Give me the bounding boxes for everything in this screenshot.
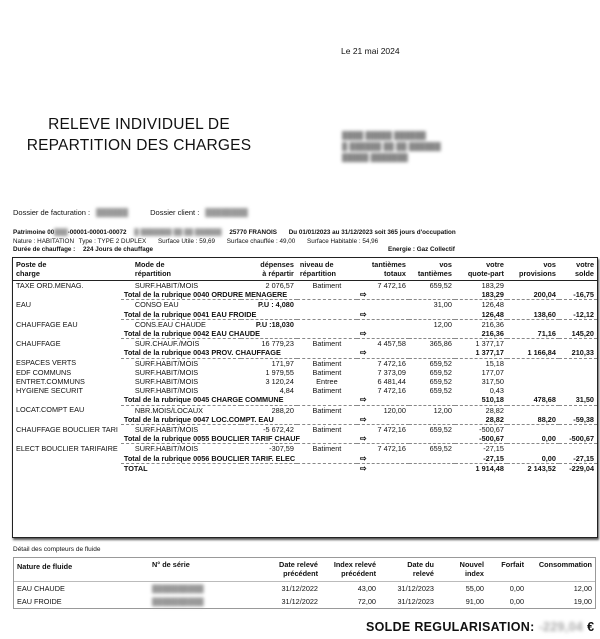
spacer-cell [13, 415, 121, 425]
solde-cell [559, 386, 597, 395]
tantiemes-totaux-cell: 6 481,44 [377, 377, 406, 387]
rubrique-total-row [13, 290, 597, 300]
spacer-cell [13, 463, 121, 473]
header-serie: N° de série [149, 558, 249, 582]
energie: Energie : Gaz Collectif [388, 246, 455, 254]
mode-cell: SUR.CHAUF./MOIS [134, 339, 200, 349]
rubrique-total-label: Total de la rubrique 0056 BOUCLIER TARIF. ELEC [121, 454, 357, 464]
solde-cell [559, 405, 597, 415]
vos-tantiemes-cell: 659,52 [429, 367, 452, 377]
arrow-icon: ⇨ [359, 463, 367, 473]
rubrique-total-row [13, 348, 597, 358]
quote-part-cell: 28,82 [485, 405, 504, 415]
niveau-cell [297, 300, 357, 310]
forfait-cell: 0,00 [509, 584, 524, 594]
total-solde-cell: 31,50 [559, 395, 597, 405]
total-solde-cell: -500,67 [559, 434, 597, 444]
total-quote-part-cell: 1 377,17 [455, 348, 507, 358]
solde-cell [559, 339, 597, 349]
empty-cell [409, 290, 455, 300]
rubrique-total-row [13, 415, 597, 425]
total-quote-part-cell: 28,82 [455, 415, 507, 425]
total-solde-cell: -27,15 [559, 454, 597, 464]
consommation-cell: 19,00 [573, 597, 592, 607]
poste-cell: CHAUFFAGE BOUCLIER TARI [16, 424, 118, 434]
spacer-cell [13, 329, 121, 339]
empty-cell [409, 434, 455, 444]
quote-part-cell: 177,07 [481, 367, 504, 377]
solde-cell [559, 377, 597, 386]
total-solde-cell: 145,20 [559, 329, 597, 339]
niveau-cell: Entree [316, 377, 338, 387]
quote-part-cell: 183,29 [481, 281, 504, 290]
nouvel-index-cell: 55,00 [465, 584, 484, 594]
spacer-cell [13, 348, 121, 358]
total-provisions-cell: 1 166,84 [507, 348, 559, 358]
vos-tantiemes-cell: 659,52 [429, 377, 452, 387]
total-solde-cell: 210,33 [559, 348, 597, 358]
provisions-cell [507, 358, 559, 368]
rubrique-total-label: Total de la rubrique 0047 LOC.COMPT. EAU [121, 415, 357, 425]
patrimoine-city: 25770 FRANOIS [229, 229, 277, 236]
total-provisions-cell: 0,00 [507, 454, 559, 464]
nature-cell: EAU FROIDE [17, 597, 62, 607]
solde-cell [559, 319, 597, 329]
charge-line-row [13, 358, 597, 368]
recipient-street: █ ██████ ██ ██ ██████ [342, 142, 441, 151]
solde-cell [559, 444, 597, 454]
spacer-cell [13, 454, 121, 464]
depenses-cell: 3 120,24 [265, 377, 294, 387]
compteur-row [14, 582, 595, 596]
total-solde-cell: -12,12 [559, 310, 597, 320]
total-quote-part-cell: 510,18 [455, 395, 507, 405]
charge-line-row [13, 386, 597, 395]
provisions-cell [507, 377, 559, 386]
rubrique-total-row [13, 434, 597, 444]
charge-line-row [13, 281, 597, 291]
poste-cell: LOCAT.COMPT EAU [16, 405, 85, 415]
solde-cell [559, 300, 597, 310]
compteurs-section-title: Détail des compteurs de fluide [13, 546, 101, 553]
depenses-cell: 4,84 [279, 386, 294, 396]
consommation-cell: 12,00 [573, 584, 592, 594]
total-quote-part-cell: -27,15 [455, 454, 507, 464]
empty-cell [409, 454, 455, 464]
provisions-cell [507, 368, 559, 377]
provisions-cell [507, 281, 559, 291]
dossier-client-value: ████████ [205, 208, 248, 217]
tantiemes-totaux-cell: 7 472,16 [377, 425, 406, 435]
quote-part-cell: 317,50 [481, 377, 504, 387]
logement-type: Type : TYPE 2 DUPLEX [78, 237, 147, 245]
charge-line-row [13, 339, 597, 349]
arrow-icon: ⇨ [357, 434, 409, 444]
quote-part-cell: 126,48 [481, 300, 504, 310]
recipient-name: ████ █████ ██████ [342, 131, 426, 140]
solde-cell [559, 368, 597, 377]
occupation-period: Du 01/01/2023 au 31/12/2023 soit 365 jours d'occupation [288, 229, 456, 236]
currency-symbol: € [587, 620, 595, 634]
solde-label: SOLDE REGULARISATION: [366, 620, 535, 634]
niveau-cell [297, 319, 357, 329]
nature: Nature : HABITATION [13, 237, 74, 245]
charge-line-row [13, 405, 597, 415]
arrow-icon: ⇨ [357, 454, 409, 464]
dossier-facturation-label: Dossier de facturation : [13, 208, 91, 217]
charges-table [12, 257, 598, 538]
spacer-cell [13, 310, 121, 320]
tantiemes-totaux-cell: 7 472,16 [377, 358, 406, 368]
total-quote-part-cell: 216,36 [455, 329, 507, 339]
tantiemes-totaux-cell: 7 472,16 [377, 281, 406, 290]
total-provisions-cell: 0,00 [507, 434, 559, 444]
niveau-cell: Batiment [312, 386, 342, 396]
dossier-facturation-value: ██████ [96, 208, 129, 217]
duree-chauffage-label: Durée de chauffage : [13, 246, 76, 254]
total-solde-cell: -229,04 [569, 463, 594, 473]
surface-utile: Surface Utile : 59,69 [157, 237, 215, 245]
niveau-cell: Batiment [312, 358, 342, 368]
nouvel-index-cell: 91,00 [465, 597, 484, 607]
arrow-icon: ⇨ [357, 395, 409, 405]
tantiemes-totaux-cell [357, 300, 409, 310]
mode-cell: SURF.HABIT/MOIS [134, 358, 199, 368]
total-provisions-cell: 2 143,52 [527, 463, 556, 473]
total-provisions-cell: 138,60 [507, 310, 559, 320]
rubrique-total-label: Total de la rubrique 0042 EAU CHAUDE [121, 329, 357, 339]
mode-cell: NBR.MOIS/LOCAUX [134, 405, 204, 415]
total-provisions-cell: 88,20 [507, 415, 559, 425]
dossier-client-label: Dossier client : [150, 208, 200, 217]
rubrique-total-label: Total de la rubrique 0040 ORDURE MENAGERE [121, 290, 357, 300]
recipient-address [342, 130, 441, 163]
compteurs-body [14, 582, 595, 609]
empty-cell [409, 348, 455, 358]
title-line-2: REPARTITION DES CHARGES [26, 137, 252, 154]
niveau-cell: Batiment [312, 339, 342, 349]
depenses-cell: -307,59 [269, 444, 294, 454]
provisions-cell [507, 319, 559, 329]
poste-cell: CHAUFFAGE [16, 338, 61, 348]
charge-line-row [13, 300, 597, 310]
arrow-icon: ⇨ [357, 415, 409, 425]
arrow-icon: ⇨ [357, 329, 409, 339]
charge-line-row [13, 368, 597, 377]
empty-cell [409, 415, 455, 425]
header-mode: Mode de répartition [121, 258, 241, 281]
tantiemes-totaux-cell: 4 457,58 [377, 339, 406, 349]
surface-chauffee: Surface chauffée : 49,00 [226, 237, 296, 245]
quote-part-cell: -27,15 [483, 444, 504, 454]
quote-part-cell: 216,36 [481, 319, 504, 329]
solde-cell [559, 281, 597, 291]
arrow-icon: ⇨ [357, 290, 409, 300]
empty-cell [409, 463, 455, 473]
tantiemes-totaux-cell: 7 472,16 [377, 444, 406, 454]
spacer-cell [13, 434, 121, 444]
vos-tantiemes-cell: 659,52 [429, 444, 452, 454]
dossier-info [13, 208, 254, 217]
mode-cell: SURF.HABIT/MOIS [134, 425, 199, 435]
total-quote-part-cell: -500,67 [455, 434, 507, 444]
tantiemes-totaux-cell: 120,00 [383, 405, 406, 415]
header-consommation: Consommation [527, 558, 595, 582]
empty-cell [409, 329, 455, 339]
rubrique-total-row [13, 329, 597, 339]
header-nouvel-index: Nouvel index [437, 558, 487, 582]
solde-cell [559, 425, 597, 435]
total-provisions-cell: 71,16 [507, 329, 559, 339]
nature-cell: EAU CHAUDE [17, 584, 65, 594]
rubrique-total-label: Total de la rubrique 0041 EAU FROIDE [121, 310, 357, 320]
rubrique-total-label: Total de la rubrique 0043 PROV. CHAUFFAGE [121, 348, 357, 358]
header-nature: Nature de fluide [14, 558, 149, 582]
charge-line-row [13, 319, 597, 329]
vos-tantiemes-cell: 12,00 [433, 405, 452, 415]
total-provisions-cell: 200,04 [507, 290, 559, 300]
empty-cell [409, 310, 455, 320]
recipient-city: █████ ███████ [342, 153, 408, 162]
header-poste: Poste de charge [13, 258, 121, 281]
rubrique-total-row [13, 310, 597, 320]
provisions-cell [507, 386, 559, 395]
grand-total-label: TOTAL [123, 463, 148, 473]
spacer-cell [13, 290, 121, 300]
vos-tantiemes-cell: 12,00 [433, 319, 452, 329]
charges-body [13, 281, 597, 474]
vos-tantiemes-cell: 365,86 [429, 339, 452, 349]
vos-tantiemes-cell: 659,52 [429, 281, 452, 290]
mode-cell: SURF.HABIT/MOIS [134, 386, 199, 396]
total-quote-part-cell: 126,48 [455, 310, 507, 320]
niveau-cell: Batiment [312, 405, 342, 415]
forfait-cell: 0,00 [509, 597, 524, 607]
header-niveau: niveau de répartition [297, 258, 357, 281]
patrimoine-address: █ ███████ ██ ██ ██████ [134, 229, 222, 236]
charge-line-row [13, 444, 597, 454]
mode-cell: SURF.HABIT/MOIS [134, 377, 199, 387]
poste-cell: CHAUFFAGE EAU [16, 319, 78, 329]
niveau-cell: Batiment [312, 281, 342, 290]
empty-cell [409, 395, 455, 405]
header-date-prec: Date relevé précédent [249, 558, 321, 582]
patrimoine-redacted: ███ [54, 229, 68, 236]
document-title [14, 114, 264, 156]
vos-tantiemes-cell: 659,52 [429, 358, 452, 368]
header-forfait: Forfait [487, 558, 527, 582]
patrimoine-info [13, 229, 593, 255]
tantiemes-totaux-cell: 7 373,09 [377, 367, 406, 377]
spacer-cell [13, 395, 121, 405]
poste-cell: ENTRET.COMMUNS [16, 377, 85, 387]
tantiemes-totaux-cell [357, 319, 409, 329]
poste-cell: EAU [16, 300, 32, 310]
total-solde-cell: -16,75 [559, 290, 597, 300]
poste-cell: ESPACES VERTS [16, 358, 77, 368]
vos-tantiemes-cell: 659,52 [429, 386, 452, 396]
header-quote-part: votre quote-part [455, 258, 507, 281]
poste-cell: TAXE ORD.MENAG. [16, 281, 84, 290]
vos-tantiemes-cell: 659,52 [429, 425, 452, 435]
header-solde: votre solde [559, 258, 597, 281]
solde-cell [559, 358, 597, 368]
depenses-cell: 2 076,57 [265, 281, 294, 290]
niveau-cell: Batiment [312, 367, 342, 377]
header-index-prec: Index relevé précédent [321, 558, 379, 582]
header-depenses: dépenses à répartir [241, 258, 297, 281]
header-tantiemes-totaux: tantièmes totaux [357, 258, 409, 281]
provisions-cell [507, 425, 559, 435]
compteurs-table [13, 557, 596, 609]
charge-line-row [13, 377, 597, 386]
depenses-cell: 288,20 [271, 405, 294, 415]
date-releve-cell: 31/12/2023 [397, 584, 434, 594]
solde-regularisation [366, 620, 594, 634]
index-prec-cell: 72,00 [357, 597, 376, 607]
depenses-cell: 16 779,23 [261, 339, 294, 349]
quote-part-cell: 15,18 [485, 358, 504, 368]
total-quote-part-cell: 183,29 [455, 290, 507, 300]
patrimoine-label: Patrimoine 00 [13, 229, 55, 236]
rubrique-total-row [13, 395, 597, 405]
date-prec-cell: 31/12/2022 [281, 584, 318, 594]
mode-cell: SURF.HABIT/MOIS [134, 444, 199, 454]
duree-chauffage-value: 224 Jours de chauffage [83, 246, 154, 254]
poste-cell: ELECT BOUCLIER TARIFAIRE [16, 444, 118, 454]
compteur-row [14, 595, 595, 608]
niveau-cell: Batiment [312, 425, 342, 435]
vos-tantiemes-cell: 31,00 [433, 300, 452, 310]
charge-line-row [13, 425, 597, 435]
arrow-icon: ⇨ [357, 310, 409, 320]
provisions-cell [507, 405, 559, 415]
depenses-cell: 171,97 [271, 358, 294, 368]
solde-amount: -229,04 [538, 620, 584, 634]
surface-habitable: Surface Habitable : 54,96 [307, 237, 379, 245]
niveau-cell: Batiment [312, 444, 342, 454]
document-date: Le 21 mai 2024 [341, 46, 400, 56]
tantiemes-totaux-cell: 7 472,16 [377, 386, 406, 396]
date-releve-cell: 31/12/2023 [397, 597, 434, 607]
date-prec-cell: 31/12/2022 [281, 597, 318, 607]
rubrique-total-row [13, 454, 597, 464]
compteurs-header-row [14, 558, 595, 582]
poste-cell: EDF COMMUNS [16, 367, 72, 377]
depenses-cell: P.U : 4,080 [257, 300, 294, 310]
patrimoine-id: -00001-00001-00072 [67, 229, 127, 236]
total-provisions-cell: 478,68 [507, 395, 559, 405]
header-vos-tantiemes: vos tantièmes [409, 258, 455, 281]
provisions-cell [507, 444, 559, 454]
quote-part-cell: -500,67 [479, 425, 504, 435]
total-solde-cell: -59,38 [559, 415, 597, 425]
mode-cell: CONS.EAU CHAUDE [134, 319, 206, 329]
charges-header-row [13, 258, 597, 281]
serie-cell: ██████████ [152, 584, 204, 594]
index-prec-cell: 43,00 [357, 584, 376, 594]
quote-part-cell: 0,43 [489, 386, 504, 396]
depenses-cell: -5 672,42 [263, 425, 294, 435]
header-date-releve: Date du relevé [379, 558, 437, 582]
header-provisions: vos provisions [507, 258, 559, 281]
rubrique-total-label: Total de la rubrique 0055 BOUCLIER TARIF CHAUF [121, 434, 357, 444]
depenses-cell: 1 979,55 [265, 367, 294, 377]
mode-cell: SURF.HABIT/MOIS [134, 281, 199, 290]
poste-cell: HYGIENE SECURIT [16, 386, 83, 396]
serie-cell: ██████████ [152, 597, 204, 607]
arrow-icon: ⇨ [357, 348, 409, 358]
provisions-cell [507, 300, 559, 310]
rubrique-total-label: Total de la rubrique 0045 CHARGE COMMUNE [121, 395, 357, 405]
depenses-cell: P.U :18,030 [255, 319, 294, 329]
quote-part-cell: 1 377,17 [475, 339, 504, 349]
title-line-1: RELEVE INDIVIDUEL DE [48, 116, 230, 133]
total-quote-part-cell: 1 914,48 [475, 463, 504, 473]
provisions-cell [507, 339, 559, 349]
mode-cell: CONSO EAU [134, 300, 179, 310]
grand-total-row [13, 463, 597, 473]
mode-cell: SURF.HABIT/MOIS [134, 367, 199, 377]
